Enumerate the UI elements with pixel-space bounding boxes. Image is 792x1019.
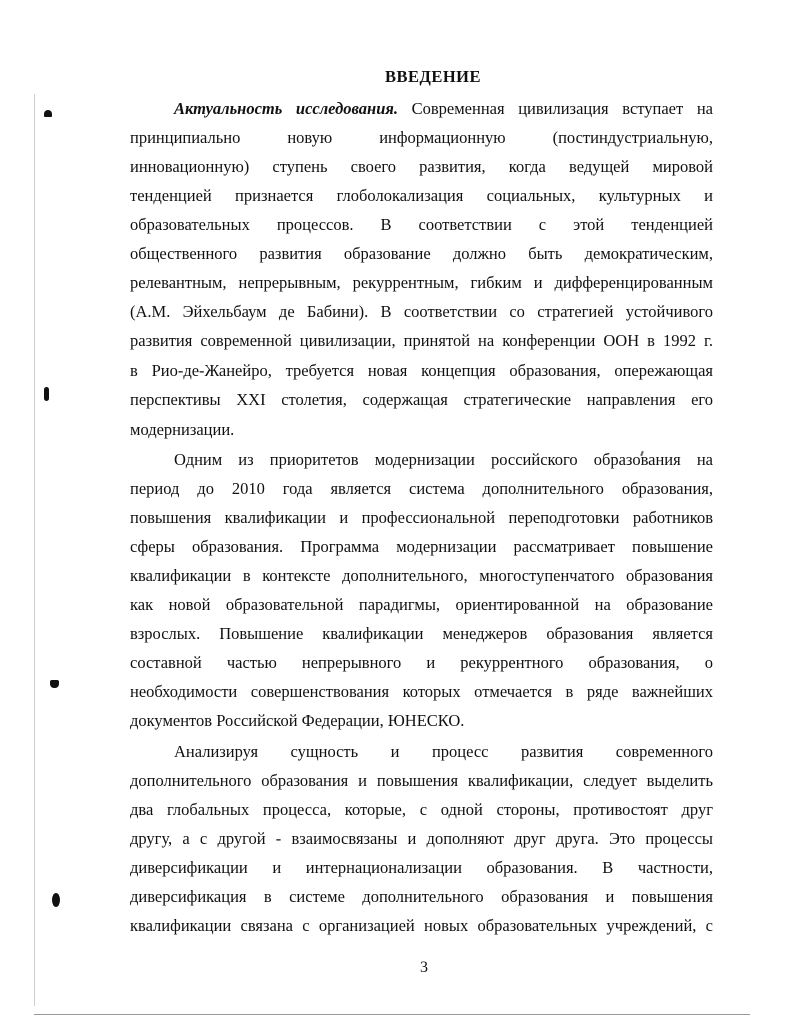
page-title: ВВЕДЕНИЕ [384,67,482,86]
text-line: квалификации в контексте дополнительного, многоступенчатого образования [130,566,713,585]
text-line: период до 2010 года является система дополнительного образования, [130,479,713,498]
text-line: общественного развития образование должно быть демократическим, [130,244,713,263]
text-line: сферы образования. Программа модернизации рассматривает повышение [130,537,713,556]
paragraph-1-line-1 [174,99,713,119]
text-line: другу, а с другой - взаимосвязаны и дополняют друг друга. Это процессы [130,829,713,848]
text-line: как новой образовательной парадигмы, ориентированной на образование [130,595,713,614]
text-line: релевантным, непрерывным, рекуррентным, гибким и дифференцированным [130,273,713,292]
binder-mark-1 [44,110,52,117]
scan-bottom-edge [34,1014,750,1015]
text-line: принципиально новую информационную (постиндустриальную, [130,128,713,147]
text-line: тенденцией признается глоболокализация социальных, культурных и [130,186,713,205]
text-line: необходимости совершенствования которых отмечается в ряде важнейших [130,682,713,701]
binder-mark-3 [50,680,59,688]
text-line: образовательных процессов. В соответствии с этой тенденцией [130,215,713,234]
text-line: квалификации связана с организацией новых образовательных учреждений, с [130,916,713,935]
text-line: развития современной цивилизации, принятой на конференции ООН в 1992 г. [130,331,713,350]
text-line: повышения квалификации и профессиональной переподготовки работников [130,508,713,527]
lead-line-rest: Современная цивилизация вступает на [398,99,713,118]
paragraph-2-line-1: Одним из приоритетов модернизации российского образования на [174,450,713,469]
text-line: перспективы XXI столетия, содержащая стратегические направления его [130,390,713,409]
paragraph-3-line-1: Анализируя сущность и процесс развития современного [174,742,713,761]
text-line: модернизации. [130,420,235,439]
text-line: в Рио-де-Жанейро, требуется новая концепция образования, опережающая [130,361,713,380]
text-line: два глобальных процесса, которые, с одной стороны, противостоят друг [130,800,713,819]
lead-phrase: Актуальность исследования. [174,99,398,118]
binder-mark-2 [44,387,49,401]
text-line: документов Российской Федерации, ЮНЕСКО. [130,711,465,730]
text-line: составной частью непрерывного и рекуррентного образования, о [130,653,713,672]
scan-left-edge [34,94,35,1006]
text-line: дополнительного образования и повышения квалификации, следует выделить [130,771,713,790]
text-line: взрослых. Повышение квалификации менеджеров образования является [130,624,713,643]
text-line: диверсификации и интернационализации образования. В частности, [130,858,713,877]
text-line: инновационную) ступень своего развития, когда ведущей мировой [130,157,713,176]
binder-mark-4 [52,893,60,907]
text-line: диверсификация в системе дополнительного образования и повышения [130,887,713,906]
page-number: 3 [420,959,428,976]
text-line: (А.М. Эйхельбаум де Бабини). В соответствии со стратегией устойчивого [130,302,713,321]
